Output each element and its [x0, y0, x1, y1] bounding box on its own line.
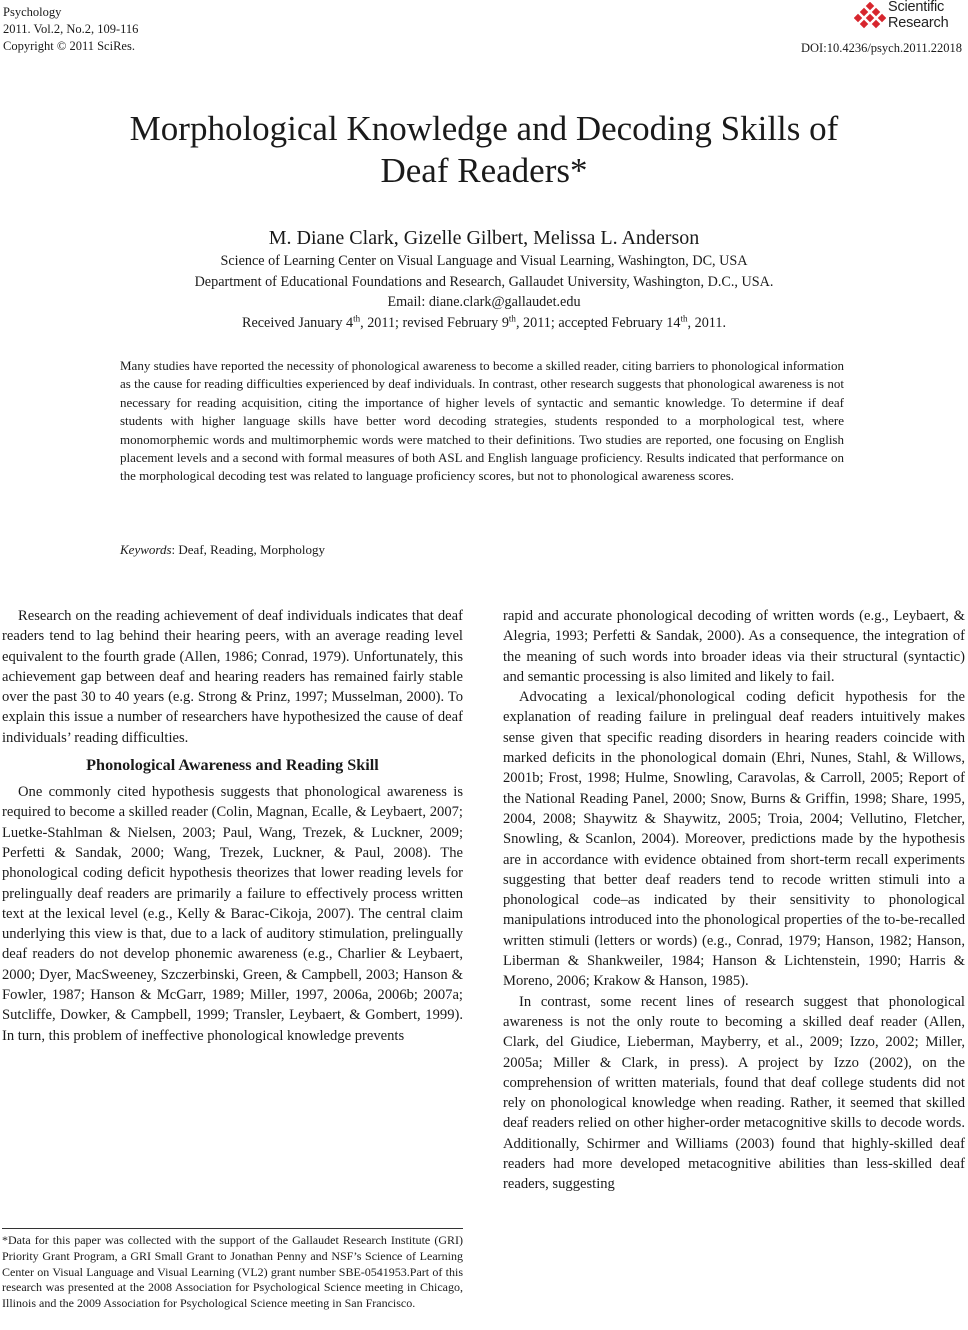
keywords [120, 541, 325, 559]
affiliation-1: Science of Learning Center on Visual Language and Visual Learning, Washington, DC, USA [220, 253, 748, 269]
affiliations [0, 251, 968, 333]
journal-copyright: Copyright © 2011 SciRes. [3, 39, 135, 53]
footnote-divider [2, 1228, 463, 1229]
paragraph: In contrast, some recent lines of research suggest that phonological awareness is not the only route to becoming a skilled deaf reader (Allen, Clark, del Giudice, Lieberman, Mayberry, et al., 2009; Izzo, 2002; Miller, 2005a; Miller & Clark, in press). A project by Izzo (2002), on the comprehension of written materials, found that deaf college students did not rely on phonological knowledge when reading. Rather, it seemed that skilled deaf readers relied on other higher-order metacognitive skills to decode words. Additionally, Schirmer and Williams (2003) found that highly-skilled deaf readers had more developed metacognitive abilities than less-skilled deaf readers, suggesting [503, 993, 965, 1193]
doi: DOI:10.4236/psych.2011.22018 [801, 41, 962, 55]
paper-title: Morphological Knowledge and Decoding Skills of Deaf Readers* [129, 109, 839, 190]
keywords-label: Keywords [120, 542, 172, 557]
affiliation-2: Department of Educational Foundations and Research, Gallaudet University, Washington, D.C., USA. [194, 273, 774, 290]
footnote: *Data for this paper was collected with the support of the Gallaudet Research Institute (GRI) Priority Grant Program, a GRI Small Grant to Jonathan Penny and NSF’s Science of Learning Center on Visual Language and Visual Learning (VL2) grant number SBE-0541953.Part of this research was presented at the 2008 Association for Psychological Science meeting in Chicago, Illinois and the 2009 Association for Psychological Science meeting in San Francisco. [2, 1233, 463, 1311]
paragraph: Advocating a lexical/phonological coding deficit hypothesis for the explanation of reading failure in prelingual deaf readers intuitively makes sense given that specific reading disorders in hearing readers coincide with marked deficits in the phonological domain (Ehri, Nunes, Stahl, & Willows, 2001b; Frost, 1998; Hulme, Snowling, Caravolas, & Carroll, 2005; Report of the National Reading Panel, 2000; Snow, Burns & Griffin, 1998; Share, 1995, 2004, 2008; Shaywitz & Shaywitz, 2005; Troia, 2004; Vellutino, Fletcher, Snowling, & Scanlon, 2004). Moreover, predictions made by the hypothesis are in accordance with evidence obtained from short-term recall experiments suggesting that better deaf readers tend to recode written stimuli into a phonological code–as indicated by their sensitivity to phonological manipulations introduced into the phonological properties of the to-be-recalled written stimuli (letters or words) (e.g., Conrad, 1979; Hanson, 1982; Hanson, Liberman & Shankweiler, 1984; Hanson & Lichtenstein, 1990; Harris & Moreno, 2006; Krakow & Hanson, 1985). [503, 689, 965, 990]
journal-name: Psychology [3, 5, 62, 19]
publisher-logo-icon [854, 2, 886, 32]
abstract: Many studies have reported the necessity of phonological awareness to become a skilled reader, citing barriers to phonological information as the cause for reading difficulties experienced by deaf individuals. In contrast, other research suggests that phonological awareness is not necessary for reading acquisition, citing the importance of higher levels of syntactic and semantic knowledge. To determine if deaf students with higher language skills have better word decoding strategies, students responded to a morphological test, where monomorphemic words and multimorphemic words were matched to their definitions. Two studies are reported, one focusing on English placement levels and a second with formal measures of both ASL and English language proficiency. Results indicated that performance on the morphological decoding test was related to language proficiency scores, but not to phonological awareness scores. [120, 358, 844, 484]
paragraph: Research on the reading achievement of deaf individuals indicates that deaf readers tend to lag behind their hearing peers, with an average reading level equivalent to the fourth grade (Allen, 1986; Conrad, 1979). Unfortunately, this achievement gap between deaf and hearing readers has remained fairly stable over the past 30 to 40 years (e.g. Strong & Prinz, 1997; Musselman, 2000). To explain this issue a number of researchers have hypothesized the cause of deaf individuals’ reading difficulties. [2, 608, 463, 746]
publisher-logo [854, 0, 964, 36]
body-left-column [2, 606, 463, 1046]
journal-header [3, 4, 138, 55]
journal-volume: 2011. Vol.2, No.2, 109-116 [3, 22, 139, 36]
publisher-name: Scientific Research [888, 0, 949, 31]
received-dates: Received January 4th, 2011; revised February 9th, 2011; accepted February 14th, 2011. [242, 312, 726, 331]
email: Email: diane.clark@gallaudet.edu [387, 294, 581, 310]
authors: M. Diane Clark, Gizelle Gilbert, Melissa L. Anderson [268, 227, 700, 249]
paragraph: One commonly cited hypothesis suggests that phonological awareness is required to become a skilled reader (Colin, Magnan, Ecalle, & Leybaert, 2007; Luetke-Stahlman & Nielsen, 2003; Paul, Wang, Trezek, & Luckner, 2009; Perfetti & Sandak, 2000; Wang, Trezek, Luckner, & Paul, 2008). The phonological coding deficit hypothesis theorizes that lower reading levels for prelingually deaf readers are primarily a failure to effectively process written text at the lexical level (e.g., Kelly & Barac-Cikoja, 2007). The central claim underlying this view is that, due to a lack of auditory stimulation, prelingually deaf readers do not develop phonemic awareness (e.g., Charlier & Leybaert, 2000; Dyer, MacSweeney, Szczerbinski, Green, & Campbell, 2003; Hanson & Fowler, 1987; Hanson & McGarr, 1989; Miller, 1997, 2006a, 2006b; 2007a; Sutcliffe, Dowker, & Campbell, 1999; Transler, Leybaert, & Gombert, 1999). In turn, this problem of ineffective phonological knowledge prevents [2, 784, 463, 1044]
paragraph: rapid and accurate phonological decoding of written words (e.g., Leybaert, & Alegria, 1993; Perfetti & Sandak, 2000). As a consequence, the integration of the meaning of such words into broader ideas via their structural (syntactic) and semantic processing is also limited and likely to fail. [503, 608, 965, 685]
body-right-column [503, 606, 965, 1195]
section-heading: Phonological Awareness and Reading Skill [86, 756, 379, 775]
keywords-list: : Deaf, Reading, Morphology [171, 542, 325, 557]
